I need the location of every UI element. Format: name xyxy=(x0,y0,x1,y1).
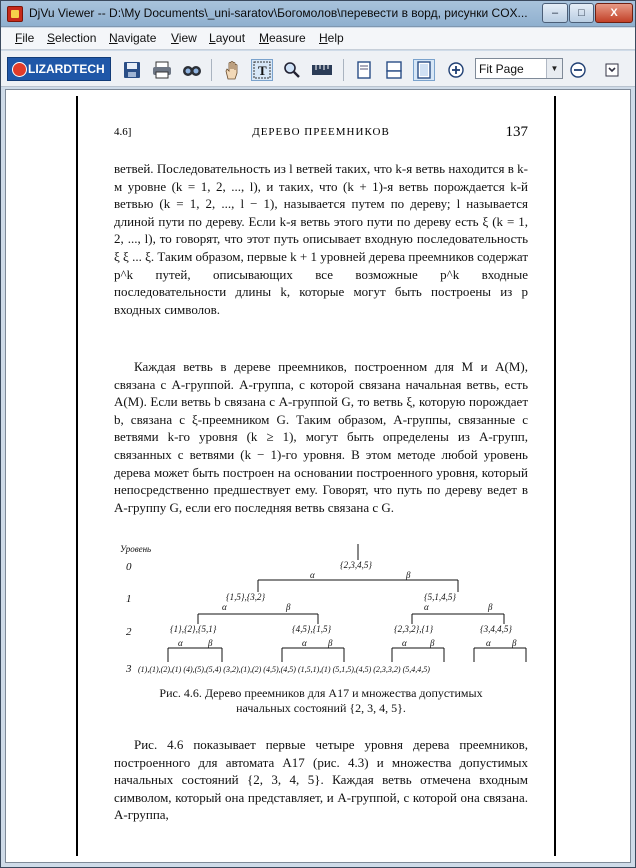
node-l2-3: {2,3,2},{1} xyxy=(394,624,434,634)
header-section: 4.6] xyxy=(114,126,132,138)
menu-navigate-mnemonic: N xyxy=(109,31,118,45)
edge-label-beta: β xyxy=(328,638,333,648)
figure-caption xyxy=(114,686,528,716)
text-select-icon[interactable] xyxy=(251,59,273,81)
chevron-down-icon[interactable]: ▼ xyxy=(546,59,562,78)
menu-file-mnemonic: F xyxy=(15,31,23,45)
node-l2-4: {3,4,4,5} xyxy=(480,624,512,634)
level-3-nodes: (1),(1),(2),(1) (4),(5),(5,4) (3,2),(1),(2) (4,5),(4,5) (1,5,1),(1) (5,1,5),(4,5) (2,3,3,2) (5,4,4,5) xyxy=(138,665,430,674)
edge-label-alpha: α xyxy=(402,638,407,648)
node-l1-right: {5,1,4,5} xyxy=(424,592,456,602)
page-layout-icon[interactable] xyxy=(413,59,435,81)
edge-label-beta: β xyxy=(512,638,517,648)
page-header xyxy=(114,126,528,144)
edge-label-alpha: α xyxy=(424,602,429,612)
menu-selection-label: election xyxy=(55,31,97,45)
window-title: DjVu Viewer -- D:\My Documents\_uni-saratov\Богомолов\перевести в ворд, рисунки COX... xyxy=(29,6,528,20)
app-icon xyxy=(7,6,23,22)
menu-measure-mnemonic: M xyxy=(259,31,269,45)
paragraph-2: Каждая ветвь в дереве преемников, построенном для M и A(M), связана с A-группой. A-группа, с которой связана начальная ветвь, есть A(M). Если ветвь b связана с A-группой G, то ветвь ξ, которую порождает b, связана с ξ-преемником G. Таким образом, A-группы, связанные с ветвями k-го уровня (k ≥ 1), могут быть определены из A-групп, связанных с ветвями (k − 1)-го уровня. В этом методе любой уровень дерева может быть построен на основании построенного уровня, который непосредственно предшествует ему. Говорят, что путь по дереву ведет в A-группу G, если его последняя ветвь связана с G. xyxy=(114,359,528,515)
document-page xyxy=(76,96,556,856)
header-title: ДЕРЕВО ПРЕЕМНИКОВ xyxy=(252,126,390,138)
level-label-3: 3 xyxy=(126,663,132,675)
menu-selection-mnemonic: S xyxy=(47,31,56,45)
edge-label-alpha: α xyxy=(178,638,183,648)
document-viewport[interactable] xyxy=(5,89,631,863)
menu-help[interactable] xyxy=(319,31,344,45)
print-icon[interactable] xyxy=(151,59,173,81)
node-l2-1: {1},{2},{5,1} xyxy=(170,624,217,634)
menu-bar xyxy=(1,28,635,50)
edge-label-beta: β xyxy=(406,570,411,580)
edge-label-alpha: α xyxy=(222,602,227,612)
menu-measure[interactable] xyxy=(259,31,306,45)
successor-tree-figure xyxy=(112,544,532,694)
menu-navigate-label: avigate xyxy=(117,31,157,45)
header-page-number: 137 xyxy=(505,124,528,140)
zoom-icon[interactable] xyxy=(281,59,303,81)
menu-selection[interactable] xyxy=(47,31,96,45)
caption-line-2: начальных состояний {2, 3, 4, 5}. xyxy=(236,701,406,715)
menu-layout[interactable] xyxy=(209,31,245,45)
menu-layout-mnemonic: L xyxy=(209,31,216,45)
paragraph-1: ветвей. Последовательность из l ветвей таких, что k-я ветвь находится в k-м уровне (k = 1, 2, ..., l), и таких, что (k + 1)-я ветвь порождается k-й ветвью (k = 1, 2, ..., l − 1), называется путем по дереву; l называется длиной пути по дереву. Если k-я ветвь этого пути по дереву есть ξ (k = 1, 2, ..., l), то говорят, что этот путь описывает входную последовательность ξ ξ ... ξ. Таким образом, первые k + 1 уровней дерева преемников содержат p^k путей, описывающих все возможные p^k входные последовательности длины k, которые могут быть построены из p входных символов. xyxy=(114,161,528,317)
menu-help-label: elp xyxy=(327,31,344,45)
continuous-icon[interactable] xyxy=(383,59,405,81)
minimize-button[interactable]: – xyxy=(542,3,568,23)
zoom-out-icon[interactable] xyxy=(567,59,589,81)
menu-navigate[interactable] xyxy=(109,31,156,45)
menu-view-mnemonic: V xyxy=(171,31,179,45)
levels-label: Уровень xyxy=(120,544,152,554)
root-node: {2,3,4,5} xyxy=(340,560,372,570)
edge-label-alpha: α xyxy=(310,570,315,580)
zoom-in-icon[interactable] xyxy=(445,59,467,81)
level-label-1: 1 xyxy=(126,593,132,605)
ruler-icon[interactable] xyxy=(311,59,333,81)
lizardtech-logo[interactable]: LIZARDTECH xyxy=(7,57,111,81)
svg-text:T: T xyxy=(258,63,267,78)
edge-label-beta: β xyxy=(286,602,291,612)
zoom-select-value: Fit Page xyxy=(479,62,524,76)
save-icon[interactable] xyxy=(121,59,143,81)
menu-measure-label: easure xyxy=(269,31,306,45)
menu-layout-label: ayout xyxy=(215,31,246,45)
node-l2-2: {4,5},{1,5} xyxy=(292,624,332,634)
zoom-select[interactable] xyxy=(475,58,563,79)
close-button[interactable]: X xyxy=(595,3,633,23)
toolbar-separator xyxy=(343,59,344,81)
level-label-2: 2 xyxy=(126,626,132,638)
find-icon[interactable] xyxy=(181,59,203,81)
single-page-icon[interactable] xyxy=(353,59,375,81)
edge-label-beta: β xyxy=(430,638,435,648)
node-l1-left: {1,5},{3,2} xyxy=(226,592,266,602)
edge-label-beta: β xyxy=(208,638,213,648)
level-label-0: 0 xyxy=(126,561,132,573)
toolbar-separator xyxy=(211,59,212,81)
menu-help-mnemonic: H xyxy=(319,31,328,45)
title-bar[interactable] xyxy=(1,1,635,27)
menu-file[interactable] xyxy=(15,31,34,45)
menu-view-label: iew xyxy=(178,31,197,45)
help-icon[interactable] xyxy=(601,59,623,81)
hand-icon[interactable] xyxy=(221,59,243,81)
menu-file-label: ile xyxy=(22,31,35,45)
menu-view[interactable] xyxy=(171,31,197,45)
maximize-button[interactable]: □ xyxy=(569,3,594,23)
caption-line-1: Рис. 4.6. Дерево преемников для A17 и множества допустимых xyxy=(159,686,483,700)
paragraph-3: Рис. 4.6 показывает первые четыре уровня дерева преемников, построенного для автомата A17 (рис. 4.3) и множества допустимых начальных состояний {2, 3, 4, 5}. Каждая ветвь отмечена входным символом, который она представляет, и A-группой, с которой она связана. A-группа, xyxy=(114,737,528,823)
edge-label-alpha: α xyxy=(486,638,491,648)
edge-label-alpha: α xyxy=(302,638,307,648)
edge-label-beta: β xyxy=(488,602,493,612)
